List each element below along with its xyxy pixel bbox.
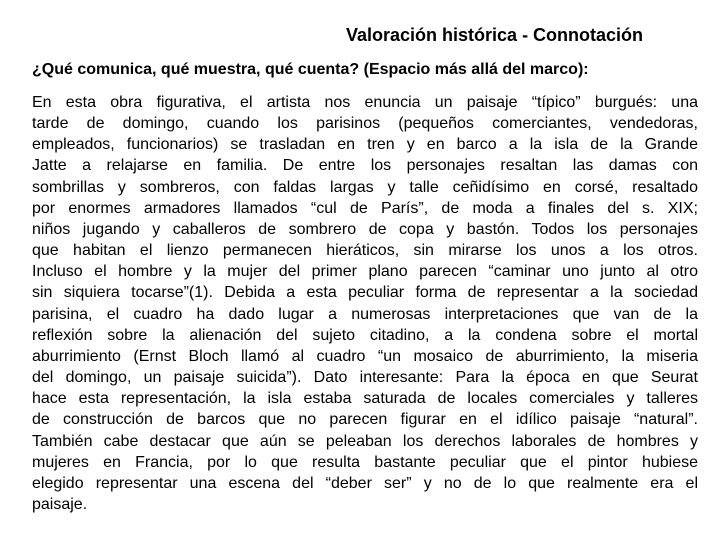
- body-paragraph: [32, 92, 698, 515]
- paragraph-line: empleados, funcionarios) se trasladan en tren y en barco a la isla de la Grande: [32, 136, 698, 154]
- paragraph-line: tarde de domingo, cuando los parisinos (pequeños comerciantes, vendedoras,: [32, 115, 698, 133]
- paragraph-line: del domingo, un paisaje suicida”). Dato interesante: Para la época en que Seurat: [32, 369, 698, 387]
- paragraph-line: Jatte a relajarse en familia. De entre los personajes resaltan las damas con: [32, 157, 698, 175]
- paragraph-line: aburrimiento (Ernst Bloch llamó al cuadro “un mosaico de aburrimiento, la miseria: [32, 347, 698, 365]
- paragraph-line: niños jugando y caballeros de sombrero de copa y bastón. Todos los personajes: [32, 220, 698, 238]
- paragraph-line: de construcción de barcos que no parecen figurar en el idílico paisaje “natural”.: [32, 411, 698, 429]
- paragraph-line: sin siquiera tocarse”(1). Debida a esta peculiar forma de representar a la sociedad: [32, 284, 698, 302]
- paragraph-line: reflexión sobre la alienación del sujeto citadino, a la condena sobre el mortal: [32, 326, 698, 344]
- paragraph-line: También cabe destacar que aún se peleaban los derechos laborales de hombres y: [32, 432, 698, 450]
- paragraph-line: sombrillas y sombreros, con faldas largas y talle ceñidísimo en corsé, resaltado: [32, 178, 698, 196]
- question-heading: ¿Qué comunica, qué muestra, qué cuenta? (Espacio más allá del marco):: [32, 61, 589, 78]
- paragraph-line: mujeres en Francia, por lo que resulta bastante peculiar que el pintor hubiese: [32, 453, 698, 471]
- paragraph-line: Incluso el hombre y la mujer del primer plano parecen “caminar uno junto al otro: [32, 263, 698, 281]
- paragraph-line: elegido representar una escena del “deber ser” y no de lo que realmente era el: [32, 474, 698, 492]
- paragraph-line: por enormes armadores llamados “cul de París”, de moda a finales del s. XIX;: [32, 199, 698, 217]
- paragraph-line: parisina, el cuadro ha dado lugar a numerosas interpretaciones que van de la: [32, 305, 698, 323]
- paragraph-line: que habitan el lienzo permanecen hieráticos, sin mirarse los unos a los otros.: [32, 242, 698, 260]
- paragraph-line: hace esta representación, la isla estaba saturada de locales comerciales y talleres: [32, 390, 698, 408]
- slide-title: Valoración histórica - Connotación: [346, 25, 644, 45]
- paragraph-line: paisaje.: [32, 495, 88, 513]
- paragraph-line: En esta obra figurativa, el artista nos enuncia un paisaje “típico” burgués: una: [32, 94, 698, 111]
